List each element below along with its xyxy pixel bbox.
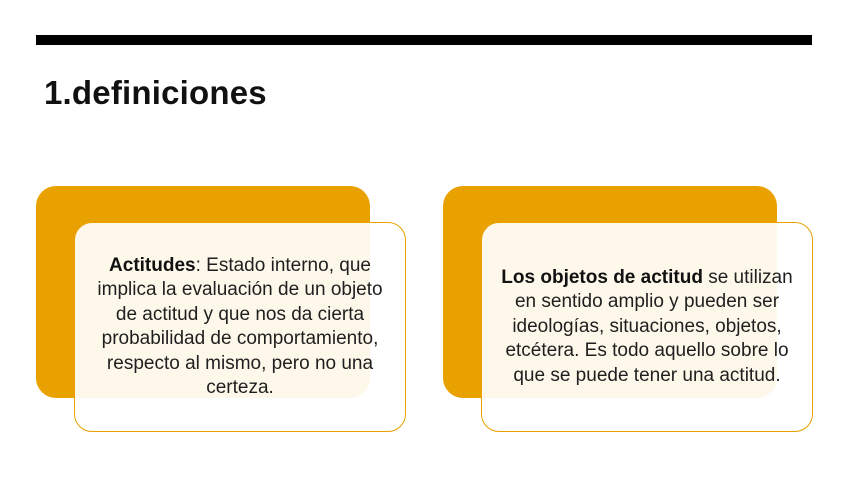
definition-text — [91, 254, 389, 401]
definition-term: Actitudes — [109, 254, 196, 276]
definition-card-actitudes — [36, 186, 408, 434]
definition-term: Los objetos de actitud — [501, 266, 703, 288]
slide-title: 1.definiciones — [44, 74, 267, 111]
card-text-panel — [481, 222, 813, 432]
title-rule — [36, 35, 812, 45]
definition-body: : Estado interno, que implica la evaluación de un objeto de actitud y que nos da cierta probabilidad de comportamiento, respecto al mismo, pero no una certeza. — [97, 254, 383, 398]
card-text-panel — [74, 222, 406, 432]
definition-text — [498, 266, 796, 389]
definition-body: se utilizan en sentido amplio y pueden ser ideologías, situaciones, objetos, etcétera. Es todo aquello sobre lo que se puede tener una actitud. — [505, 266, 793, 386]
definition-card-objetos — [443, 186, 815, 434]
